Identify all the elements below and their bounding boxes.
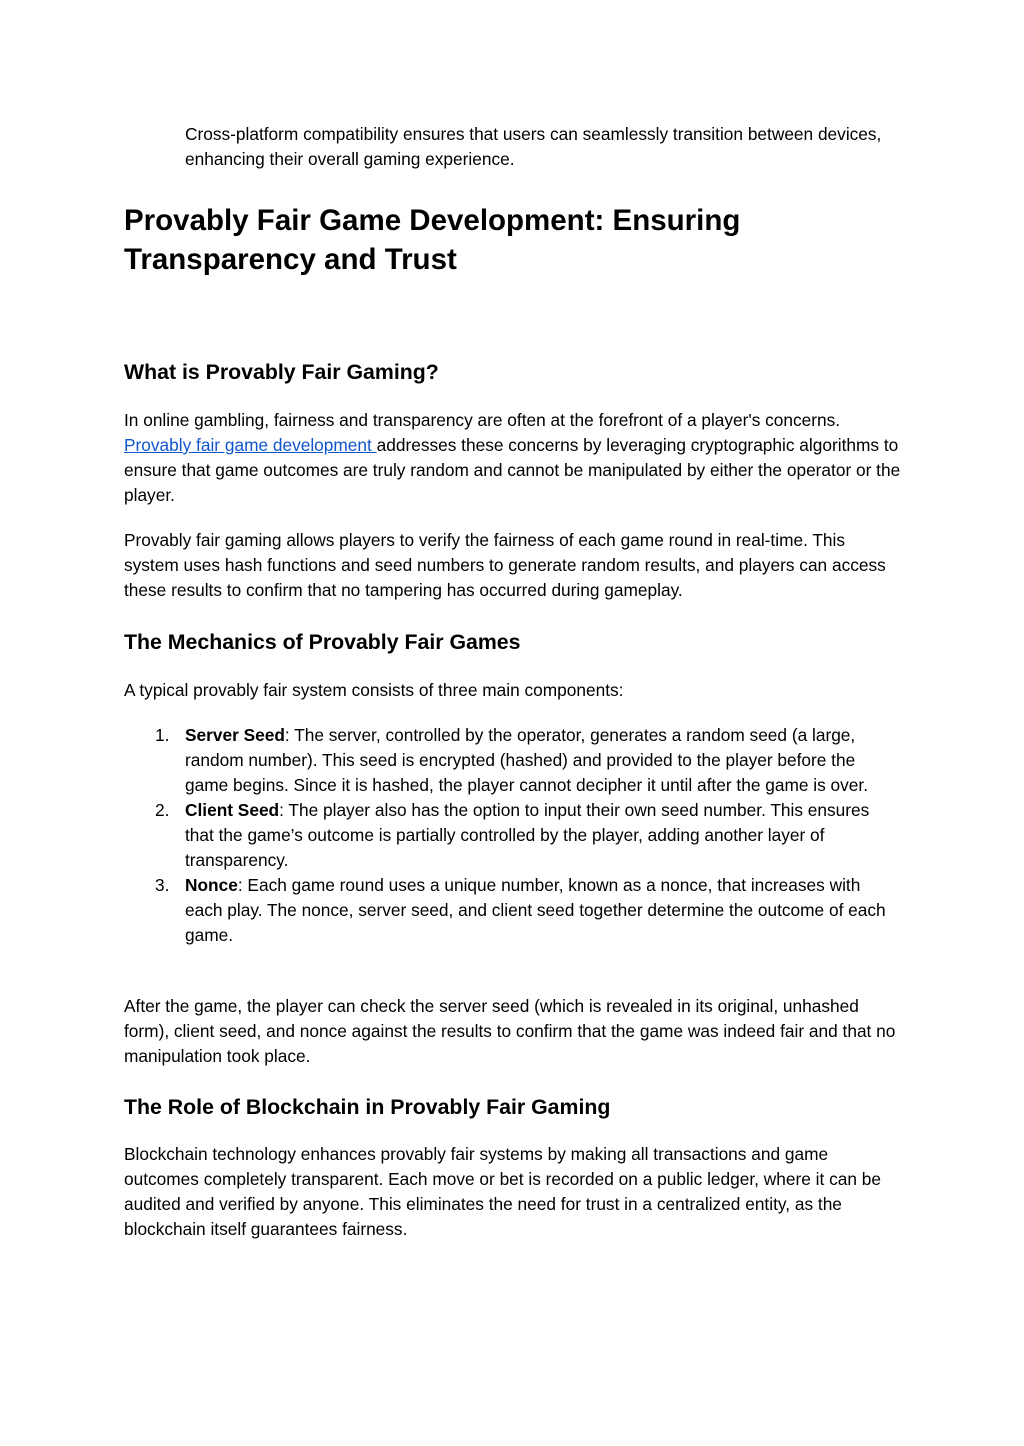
list-number: 3. [155, 875, 170, 895]
paragraph-after-game: After the game, the player can check the server seed (which is revealed in its original, unhashed form), client seed, and nonce against the results to confirm that the game was indeed fair and that no manipulation took place. [124, 996, 896, 1066]
components-list [124, 723, 904, 948]
list-item-text: : The server, controlled by the operator, generates a random seed (a large, random number). This seed is encrypted (hashed) and provided to the player before the game begins. Since it is hashed, the player cannot decipher it until after the game is over. [185, 725, 869, 795]
term-client-seed: Client Seed [185, 800, 280, 820]
term-nonce: Nonce [185, 875, 238, 895]
page-title: Provably Fair Game Development: Ensuring Transparency and Trust [124, 204, 741, 276]
paragraph-verify-fairness: Provably fair gaming allows players to verify the fairness of each game round in real-time. This system uses hash functions and seed numbers to generate random results, and players can access these results to confirm that no tampering has occurred during gameplay. [124, 530, 886, 600]
heading-mechanics: The Mechanics of Provably Fair Games [124, 630, 521, 654]
intro-paragraph: Cross-platform compatibility ensures that users can seamlessly transition between devices, enhancing their overall gaming experience. [185, 124, 882, 169]
paragraph-blockchain: Blockchain technology enhances provably fair systems by making all transactions and game outcomes completely transparent. Each move or bet is recorded on a public ledger, where it can be audited and verified by anyone. This eliminates the need for trust in a centralized entity, as the blockchain itself guarantees fairness. [124, 1144, 881, 1239]
list-item-nonce [124, 873, 900, 948]
list-item-server-seed [124, 723, 900, 798]
list-item-client-seed [124, 798, 900, 873]
list-item-text: : The player also has the option to input their own seed number. This ensures that the game’s outcome is partially controlled by the player, adding another layer of transparency. [185, 800, 870, 870]
term-server-seed: Server Seed [185, 725, 285, 745]
paragraph-online-gambling [124, 408, 904, 508]
paragraph-text: addresses these concerns by leveraging cryptographic algorithms to ensure that game outcomes are truly random and cannot be manipulated by either the operator or the player. [124, 435, 901, 505]
paragraph-components-lead: A typical provably fair system consists of three main components: [124, 680, 624, 700]
heading-what-is-provably-fair: What is Provably Fair Gaming? [124, 360, 439, 384]
paragraph-text: In online gambling, fairness and transparency are often at the forefront of a player's concerns. [124, 410, 841, 430]
provably-fair-link[interactable]: Provably fair game development [124, 435, 377, 455]
list-number: 2. [155, 800, 170, 820]
heading-blockchain-role: The Role of Blockchain in Provably Fair Gaming [124, 1095, 611, 1119]
list-number: 1. [155, 725, 170, 745]
list-item-text: : Each game round uses a unique number, known as a nonce, that increases with each play. The nonce, server seed, and client seed together determine the outcome of each game. [185, 875, 886, 945]
